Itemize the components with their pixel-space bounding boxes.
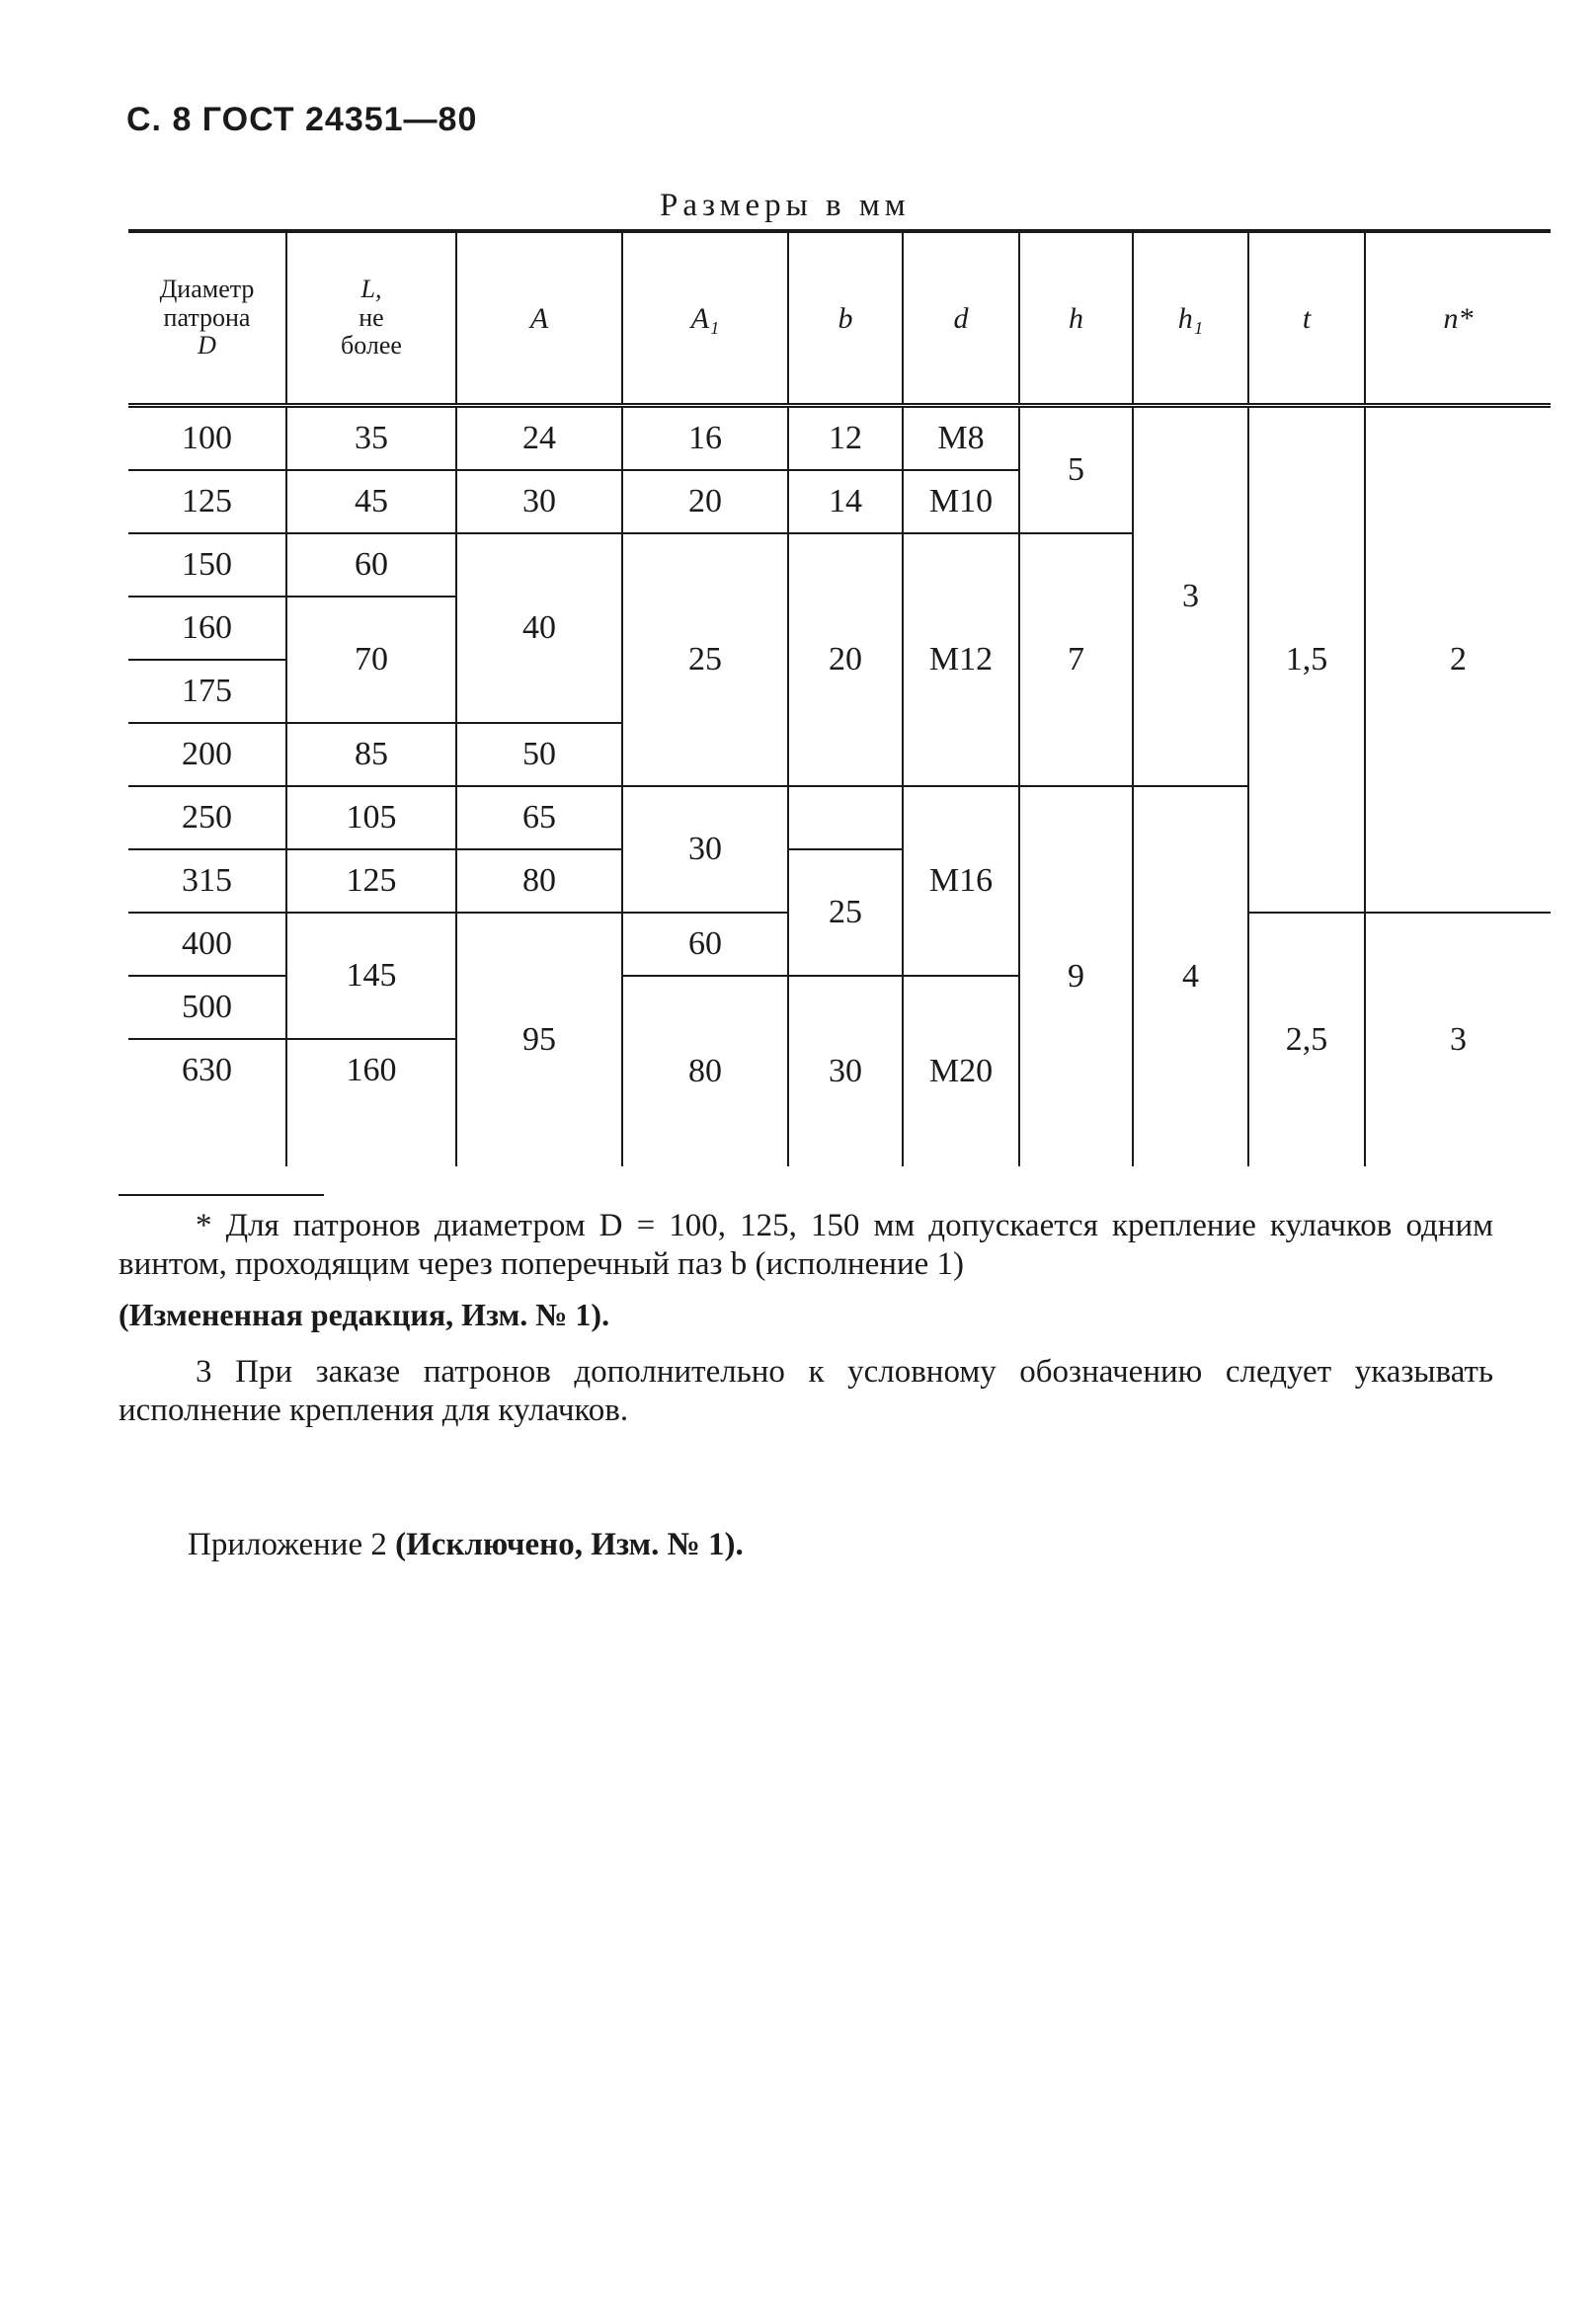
- cell-b: 30: [788, 976, 903, 1166]
- cell-thread: M12: [903, 533, 1019, 786]
- cell-t: 1,5: [1248, 406, 1365, 914]
- cell-a: 65: [456, 786, 622, 849]
- appendix-status: (Исключено, Изм. № 1).: [395, 1527, 744, 1562]
- cell-d: 315: [128, 849, 286, 913]
- cell-l: 35: [286, 406, 456, 471]
- cell-thread: M16: [903, 786, 1019, 976]
- header-d: d: [903, 231, 1019, 406]
- table-row: [128, 406, 1551, 471]
- header-diameter: Диаметр патрона D: [128, 231, 286, 406]
- cell-h1: 4: [1133, 786, 1248, 1166]
- footnote-text: * Для патронов диаметром D = 100, 125, 150 мм допускается крепление кулачков одним винтом, проходящим через поперечный паз b (исполнение 1): [119, 1208, 1493, 1282]
- cell-d: 630: [182, 1052, 232, 1088]
- cell-n: 3: [1365, 913, 1551, 1166]
- cell-h: 9: [1019, 786, 1133, 1166]
- cell-a1: 30: [622, 786, 788, 913]
- cell-b: 12: [788, 406, 903, 471]
- cell-n: 2: [1365, 406, 1551, 914]
- cell-d: 150: [128, 533, 286, 597]
- page-header: С. 8 ГОСТ 24351—80: [126, 101, 478, 138]
- cell-a: 30: [456, 470, 622, 533]
- cell-a1: 80: [622, 976, 788, 1166]
- cell-l: 160: [286, 1039, 456, 1166]
- header-a1: A₁: [622, 231, 788, 406]
- header-n: n*: [1365, 231, 1551, 406]
- cell-l: 45: [286, 470, 456, 533]
- cell-a1: 20: [622, 470, 788, 533]
- cell-thread: M10: [903, 470, 1019, 533]
- cell-l: 85: [286, 723, 456, 786]
- cell-d: 400: [128, 913, 286, 976]
- cell-d: 500: [128, 976, 286, 1039]
- appendix-note: [188, 1526, 1562, 1564]
- cell-d: 100: [128, 406, 286, 471]
- cell-a: 24: [456, 406, 622, 471]
- header-h: h: [1019, 231, 1133, 406]
- cell-h: 7: [1019, 533, 1133, 786]
- footnote-divider: [119, 1194, 324, 1196]
- cell-l: 125: [286, 849, 456, 913]
- cell-l: 145: [286, 913, 456, 1039]
- cell-a1: 16: [622, 406, 788, 471]
- note-3: 3 При заказе патронов дополнительно к условному обозначению следует указывать исполнение крепления для кулачков.: [119, 1354, 1493, 1428]
- cell-a1: 60: [622, 913, 788, 976]
- header-length: L, не более: [286, 231, 456, 406]
- cell-d: 200: [128, 723, 286, 786]
- cell-h: 5: [1019, 406, 1133, 534]
- cell-a: 50: [456, 723, 622, 786]
- footnote-amendment: (Измененная редакция, Изм. № 1).: [119, 1297, 610, 1332]
- cell-b: 25: [788, 849, 903, 976]
- cell-d: 250: [128, 786, 286, 849]
- cell-a: 40: [456, 533, 622, 723]
- cell-t: 2,5: [1248, 913, 1365, 1166]
- cell-l: 60: [286, 533, 456, 597]
- cell-thread: M20: [903, 976, 1019, 1166]
- cell-d: 160: [128, 597, 286, 660]
- cell-d: 125: [128, 470, 286, 533]
- header-h1: h₁: [1133, 231, 1248, 406]
- header-a: A: [456, 231, 622, 406]
- header-t: t: [1248, 231, 1365, 406]
- cell-d: 175: [128, 660, 286, 723]
- cell-a: 95: [456, 913, 622, 1166]
- cell-l: 70: [286, 597, 456, 723]
- header-b: b: [788, 231, 903, 406]
- cell-b: 20: [788, 533, 903, 786]
- cell-a1: 25: [622, 533, 788, 786]
- appendix-label: Приложение 2: [188, 1527, 387, 1562]
- cell-b: [788, 786, 903, 849]
- cell-thread: M8: [903, 406, 1019, 471]
- dimensions-table: [128, 229, 1551, 1166]
- cell-l: 105: [286, 786, 456, 849]
- dimensions-caption: Размеры в мм: [660, 188, 911, 223]
- cell-a: 80: [456, 849, 622, 913]
- table-header-row: [128, 231, 1551, 406]
- cell-h1: 3: [1133, 406, 1248, 787]
- cell-b: 14: [788, 470, 903, 533]
